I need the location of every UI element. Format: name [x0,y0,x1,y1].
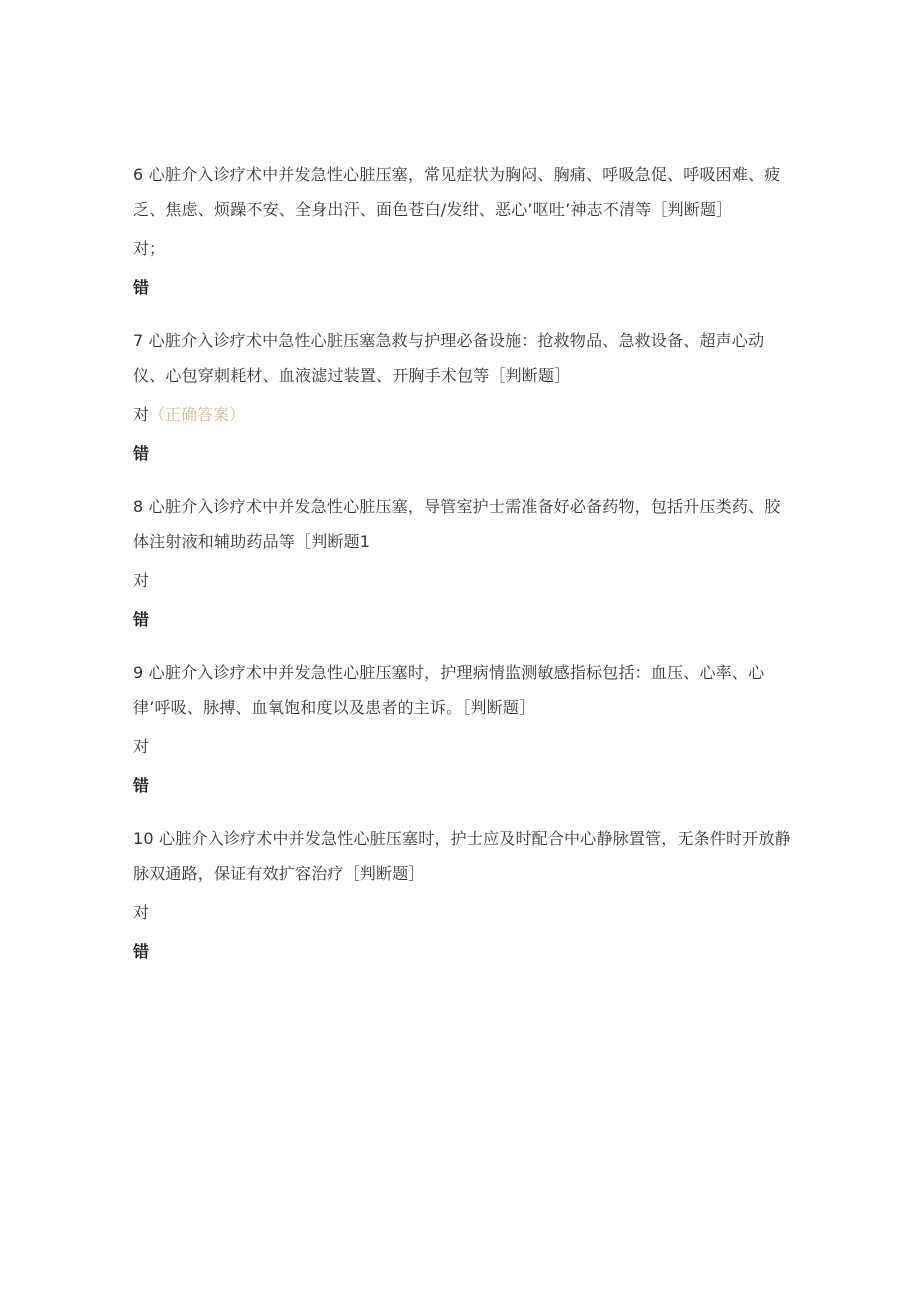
question-10 [133,821,793,969]
option-true[interactable] [133,895,793,930]
option-true[interactable] [133,729,793,764]
option-true[interactable] [133,563,793,598]
option-false[interactable]: 错 [133,776,150,795]
question-9 [133,655,793,803]
question-text: 7 心脏介入诊疗术中急性心脏压塞急救与护理必备设施：抢救物品、急救设备、超声心动仪、心包穿刺耗材、血液滤过装置、开胸手术包等［判断题］ [133,331,765,385]
option-false[interactable]: 错 [133,610,150,629]
option-false[interactable]: 错 [133,278,150,297]
correct-answer-mark: （正确答案） [149,405,246,424]
question-text: 9 心脏介入诊疗术中并发急性心脏压塞时，护理病情监测敏感指标包括：血压、心率、心律’呼吸、脉搏、血氧饱和度以及患者的主诉。［判断题］ [133,663,765,717]
option-false[interactable]: 错 [133,444,150,463]
question-6 [133,157,793,305]
question-text: 6 心脏介入诊疗术中并发急性心脏压塞，常见症状为胸闷、胸痛、呼吸急促、呼吸困难、疲乏、焦虑、烦躁不安、全身出汗、面色苍白/发绀、恶心’呕吐’神志不清等［判断题］ [133,165,781,219]
option-true[interactable] [133,231,793,266]
question-7 [133,323,793,471]
option-label: 对； [133,239,166,258]
question-text: 10 心脏介入诊疗术中并发急性心脏压塞时，护士应及时配合中心静脉置管，无条件时开放静脉双通路，保证有效扩容治疗［判断题］ [133,829,791,883]
option-label: 对 [133,571,150,590]
option-label: 对 [133,903,150,922]
question-text: 8 心脏介入诊疗术中并发急性心脏压塞，导管室护士需准备好必备药物，包括升压类药、胶体注射液和辅助药品等［判断题1 [133,497,781,551]
option-true[interactable] [133,397,793,432]
option-label: 对 [133,405,150,424]
question-8 [133,489,793,637]
question-list [133,157,793,987]
option-false[interactable]: 错 [133,942,150,961]
option-label: 对 [133,737,150,756]
